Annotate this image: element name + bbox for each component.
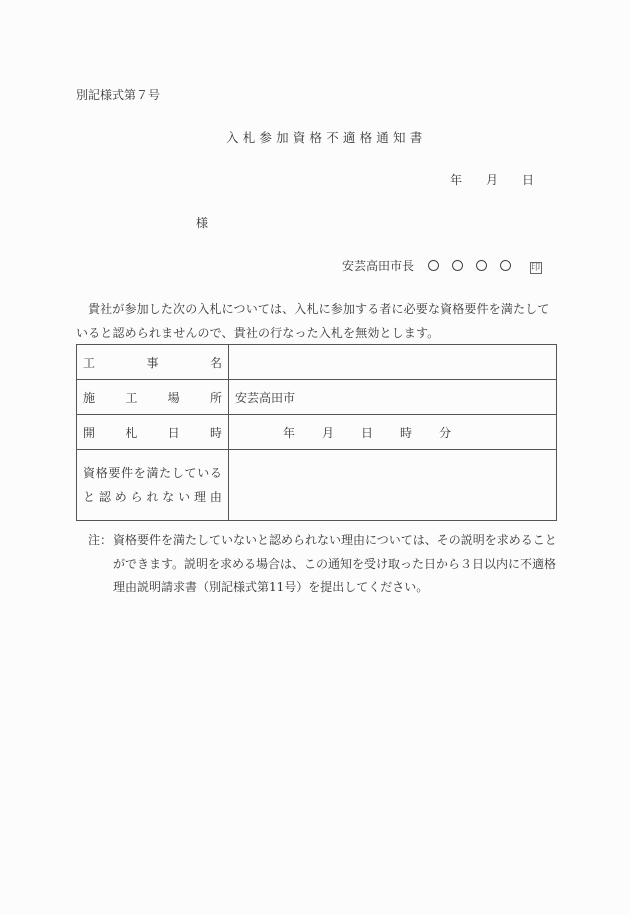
label-char: な bbox=[162, 490, 175, 504]
label-char: 要 bbox=[108, 466, 121, 480]
value-bid-opening-datetime bbox=[229, 415, 557, 450]
label-char: 工 bbox=[83, 355, 96, 370]
label-char: 施 bbox=[83, 390, 96, 405]
seal-icon: 印 bbox=[531, 263, 541, 273]
label-disqualification-reason bbox=[77, 450, 229, 521]
value-disqualification-reason bbox=[229, 450, 557, 521]
bid-info-table bbox=[76, 344, 557, 521]
label-char: 満 bbox=[146, 466, 159, 480]
note-head: 注： bbox=[88, 533, 113, 547]
label-char: る bbox=[209, 466, 222, 480]
note-body: 資格要件を満たしていないと認められない理由については、その説明を求めることができます。説明を求める場合は、この通知を受け取った日から３日以内に不適格理由説明請求書（別記様式第11号）を提出してください。 bbox=[113, 533, 557, 594]
label-char: 札 bbox=[125, 425, 138, 440]
name-placeholder-circle bbox=[476, 260, 487, 271]
datetime-month: 月 bbox=[322, 425, 335, 440]
sender-name-placeholders bbox=[428, 259, 524, 273]
date-day-label: 日 bbox=[522, 173, 535, 187]
label-char: 理 bbox=[194, 490, 207, 504]
datetime-minute: 分 bbox=[439, 425, 452, 440]
label-char: い bbox=[178, 490, 191, 504]
label-char: 格 bbox=[95, 466, 108, 480]
date-year-label: 年 bbox=[450, 173, 463, 187]
datetime-hour: 時 bbox=[400, 425, 413, 440]
label-char: 時 bbox=[209, 425, 222, 440]
form-number: 別記様式第７号 bbox=[76, 88, 161, 102]
label-char: い bbox=[197, 466, 210, 480]
name-placeholder-circle bbox=[500, 260, 511, 271]
notice-body-text: 貴社が参加した次の入札については、入札に参加する者に必要な資格要件を満たしていると認められませんので、貴社の行なった入札を無効とします。 bbox=[76, 302, 550, 340]
label-char: め bbox=[114, 490, 127, 504]
label-char: 所 bbox=[209, 390, 222, 405]
label-char: 場 bbox=[167, 390, 180, 405]
document-title: 入札参加資格不適格通知書 bbox=[226, 130, 427, 145]
label-char: 件 bbox=[121, 466, 134, 480]
label-char: 名 bbox=[209, 355, 222, 370]
name-placeholder-circle bbox=[428, 260, 439, 271]
sender-title: 安芸高田市長 bbox=[342, 259, 415, 273]
label-char: て bbox=[184, 466, 197, 480]
label-char: を bbox=[133, 466, 146, 480]
label-construction-name bbox=[77, 345, 229, 380]
label-bid-opening-datetime bbox=[77, 415, 229, 450]
note-section bbox=[88, 529, 560, 600]
table-row-disqualification-reason bbox=[77, 450, 557, 521]
label-char: た bbox=[159, 466, 172, 480]
value-construction-site: 安芸高田市 bbox=[229, 380, 557, 415]
datetime-year: 年 bbox=[283, 425, 296, 440]
issue-date bbox=[450, 171, 534, 188]
table-row-construction-name bbox=[77, 345, 557, 380]
label-char: 工 bbox=[125, 390, 138, 405]
label-construction-site bbox=[77, 380, 229, 415]
label-char: 資 bbox=[83, 466, 96, 480]
label-char: 開 bbox=[83, 425, 96, 440]
addressee-suffix: 様 bbox=[196, 216, 209, 230]
date-month-label: 月 bbox=[486, 173, 499, 187]
label-char: 認 bbox=[98, 490, 111, 504]
label-char: と bbox=[83, 490, 96, 504]
table-row-bid-opening-datetime bbox=[77, 415, 557, 450]
sender-line bbox=[342, 257, 542, 274]
table-row-construction-site bbox=[77, 380, 557, 415]
name-placeholder-circle bbox=[452, 260, 463, 271]
value-construction-name bbox=[229, 345, 557, 380]
label-char: 事 bbox=[146, 355, 159, 370]
label-char: 由 bbox=[209, 490, 222, 504]
datetime-day: 日 bbox=[361, 425, 374, 440]
label-char: ら bbox=[130, 490, 143, 504]
label-char: し bbox=[171, 466, 184, 480]
label-char: 日 bbox=[167, 425, 180, 440]
label-char: れ bbox=[146, 490, 159, 504]
